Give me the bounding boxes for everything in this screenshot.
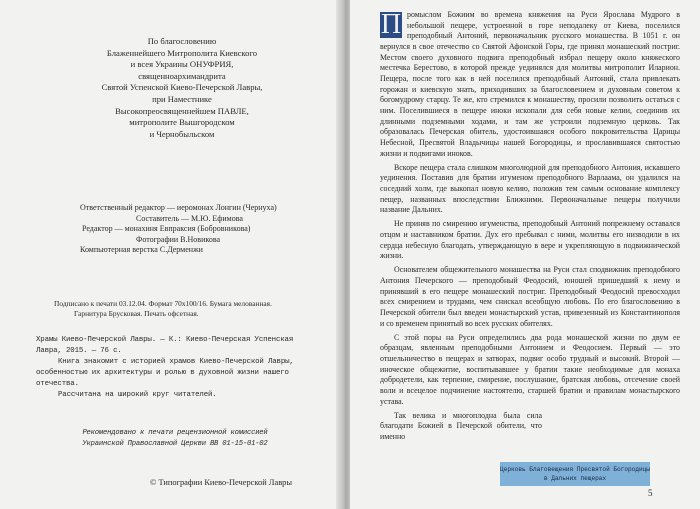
catalog-entry-block xyxy=(36,335,306,401)
book-annotation: Книга знакомит с историей храмов Киево-Печерской Лавры, особенностью их архитектуры и ролью в духовной жизни нашего отечества. xyxy=(36,358,294,388)
drop-cap: П xyxy=(380,9,402,40)
blessing-line: священноархимандрита xyxy=(138,70,226,81)
paragraph xyxy=(380,10,680,159)
photo-caption: Церковь Благовещения Пресвятой Богородицы в Дальних пещерах xyxy=(500,462,650,486)
paragraph: С этой поры на Руси определились два рода монашеской жизни по двум ее образцам, явленным преподобными Антонием и Феодосием. Первый — это отшельничество в пещерах и затворах, подвиг особо трудный и высокий. Второй — иноческое общежитие, воспитывавшее у братии такие необходимые для монаха добродетели, как терпение, смирение, послушание, братская любовь, отсечение своей воли и всецелое подчинение настоятелю, старшей братии и правилам монастырского устава. xyxy=(380,332,680,406)
credits-block xyxy=(80,203,320,256)
left-page xyxy=(0,0,340,509)
blessing-line: Святой Успенской Киево-Печерской Лавры, xyxy=(101,82,263,93)
blessing-line: и Чернобыльском xyxy=(149,128,215,139)
paragraph: Основателем общежительного монашества на Руси стал сподвижник преподобного Антония Печерского — преподобный Феодосий, юношей пришедший к нему и принявший в его пещере монашеский постриг. Преподобный Феодосий превосходил всех смирением и трудами, чем снискал всеобщую любовь. По его благословению в Печерской обители был введен монастырский устав, привезенный из Константинополя и со временем принятый во всех русских обителях. xyxy=(380,265,680,328)
copyright-line: © Типографии Киево-Печерской Лавры xyxy=(150,478,292,487)
credit-line: Составитель — М.Ю. Ефимова xyxy=(136,213,243,223)
page-number: 5 xyxy=(648,488,653,498)
paragraph: Так велика и многоплодна была сила благодати Божией в Печерской обители, что именно xyxy=(380,410,542,441)
right-page xyxy=(350,0,700,509)
recommendation-note: Рекомендовано к печати рецензионной комиссией Украинской Православной Церкви ВВ 01-15-01-02 xyxy=(82,429,268,448)
printing-line: Подписано к печати 03.12.04. Формат 70x100/16. Бумага мелованная. xyxy=(54,299,272,308)
blessing-line: и всея Украины ОНУФРИЯ, xyxy=(130,59,234,70)
credit-line: Фотографии В.Новикова xyxy=(136,234,221,244)
catalog-entry: Храмы Киево-Печерской Лавры. — К.: Киево-Печерская Успенская Лавра, 2015. — 76 с. xyxy=(36,336,294,355)
blessing-line: Высокопреосвященнейшем ПАВЛЕ, xyxy=(115,105,249,116)
paragraph: Не приняв по смирению игуменства, преподобный Антоний попрежнему оставался отцом и наставником братии. Дух его пребывал с ними, молитвы его низводили в их сердца небесную благодать, утверждающую в вере и укрепляющую в подвижнической жизни. xyxy=(380,219,680,261)
blessing-line: Блаженнейшего Митрополита Киевского xyxy=(106,47,258,58)
paragraph: Вскоре пещера стала слишком многолюдной для преподобного Антония, искавшего уединения. Поставив для братии игуменом преподобного Варлаама, он удалился на соседний холм, где выкопал новую келию, положив тем самым основание комплексу пещер, названных впоследствии Ближними. Первоначальные пещеры получили название Дальних. xyxy=(380,162,680,215)
blessing-line: По благословению xyxy=(147,36,217,46)
printing-info xyxy=(54,299,314,319)
printing-line: Гарнитура Брусковая. Печать офсетная. xyxy=(74,309,199,319)
blessing-line: митрополите Вышгородском xyxy=(129,117,235,128)
audience-note: Рассчитана на широкий круг читателей. xyxy=(58,391,217,399)
main-text xyxy=(380,10,680,446)
blessing-block xyxy=(92,36,272,140)
credit-line: Компьютерная верстка С.Дерменжи xyxy=(80,245,203,255)
paragraph-text: ромыслом Божиим во времена княжения на Руси Ярослава Мудрого в небольшой пещере, устроенной в горе неподалеку от Киева, поселился преподобный Антоний, первоначальник русского монашества. В 1051 г. он вернулся в свое отечество со Святой Афонской Горы, где принял монашеский постриг. Местом своего духовного подвига преподобный избрал пещеру около княжеского местечка Берестово, в которой прежде уединялся для молитвы митрополит Иларион. Пещера, после того как в ней поселился преподобный Антоний, стала привлекать горожан и киевскую знать, приходивших за благословением и духовным советом к богомудрому старцу. Те же, кто стремился к монашеству, просили позволить остаться с ним. Поселившиеся в пещере иноки ископали для себя новые келии, соединив их длинными подземными ходами, и там же устроили подземную церковь. Так образовалась Печерская обитель, удостоившаяся особого покровительства Царицы Небесной, Пресвятой Владычицы нашей Богородицы, и прославившаяся святостью жизни и подвигами иноков. xyxy=(380,10,680,158)
credit-line: Редактор — монахиня Евпраксия (Бобровникова) xyxy=(82,224,251,234)
credit-line: Ответственный редактор — иеромонах Лонгин (Чернуха) xyxy=(80,203,277,212)
blessing-line: при Наместнике xyxy=(152,93,212,104)
